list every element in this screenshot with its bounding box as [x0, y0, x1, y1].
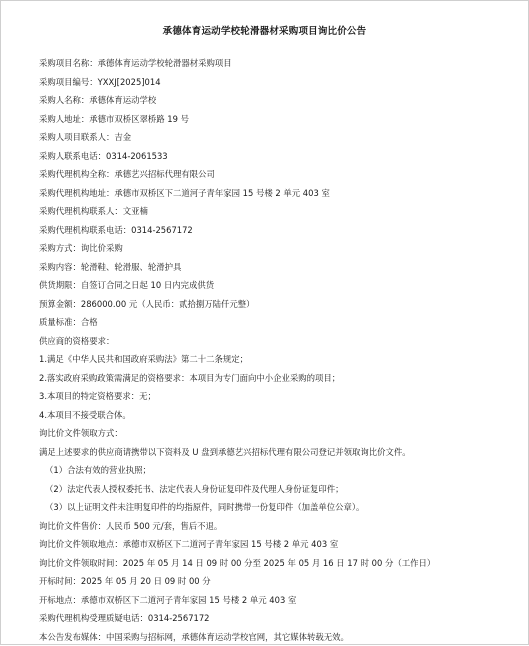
line-budget: 预算金额：286000.00 元（人民币：贰拾捌万陆仟元整）: [39, 295, 524, 314]
line-obtain-time: 询比价文件领取时间：2025 年 05 月 14 日 09 时 00 分至 2025 年 05 月 16 日 17 时 00 分（工作日）: [39, 554, 524, 573]
line-opening-time: 开标时间：2025 年 05 月 20 日 09 时 00 分: [39, 572, 524, 591]
line-doc-item-1: （1）合法有效的营业执照；: [39, 461, 524, 480]
line-qualification-1: 1.满足《中华人民共和国政府采购法》第二十二条规定；: [39, 350, 524, 369]
line-obtain-location: 询比价文件领取地点：承德市双桥区下二道河子青年家园 15 号楼 2 单元 403 室: [39, 535, 524, 554]
line-opening-location: 开标地点：承德市双桥区下二道河子青年家园 15 号楼 2 单元 403 室: [39, 591, 524, 610]
line-complaint-phone: 采购代理机构受理质疑电话：0314-2567172: [39, 609, 524, 628]
line-quality-standard: 质量标准：合格: [39, 313, 524, 332]
line-purchaser-phone: 采购人联系电话：0314-2061533: [39, 147, 524, 166]
line-agency-name: 采购代理机构全称：承德艺兴招标代理有限公司: [39, 165, 524, 184]
line-doc-item-3: （3）以上证明文件未注明复印件的均指原件，同时携带一份复印件（加盖单位公章）。: [39, 498, 524, 517]
line-agency-address: 采购代理机构地址：承德市双桥区下二道河子青年家园 15 号楼 2 单元 403 室: [39, 184, 524, 203]
document-title: 承德体育运动学校轮滑器材采购项目询比价公告: [0, 23, 529, 37]
line-publish-media: 本公告发布媒体：中国采购与招标网，承德体育运动学校官网，其它媒体转载无效。: [39, 628, 524, 646]
line-qualification-heading: 供应商的资格要求：: [39, 332, 524, 351]
line-procurement-content: 采购内容：轮滑鞋、轮滑服、轮滑护具: [39, 258, 524, 277]
line-obtain-method: 满足上述要求的供应商请携带以下资料及 U 盘到承德艺兴招标代理有限公司登记并领取询比价文件。: [39, 443, 524, 462]
line-purchaser-name: 采购人名称：承德体育运动学校: [39, 91, 524, 110]
line-agency-phone: 采购代理机构联系电话：0314-2567172: [39, 221, 524, 240]
line-purchaser-contact: 采购人项目联系人：吉金: [39, 128, 524, 147]
line-purchaser-address: 采购人地址：承德市双桥区翠桥路 19 号: [39, 110, 524, 129]
line-doc-item-2: （2）法定代表人授权委托书、法定代表人身份证复印件及代理人身份证复印件；: [39, 480, 524, 499]
line-project-name: 采购项目名称：承德体育运动学校轮滑器材采购项目: [39, 54, 524, 73]
line-obtain-method-heading: 询比价文件领取方式：: [39, 424, 524, 443]
line-qualification-3: 3.本项目的特定资格要求：无；: [39, 387, 524, 406]
line-procurement-method: 采购方式：询比价采购: [39, 239, 524, 258]
line-project-number: 采购项目编号：YXXJ[2025]014: [39, 73, 524, 92]
line-agency-contact: 采购代理机构联系人：文亚楠: [39, 202, 524, 221]
line-qualification-2: 2.落实政府采购政策需满足的资格要求：本项目为专门面向中小企业采购的项目；: [39, 369, 524, 388]
line-qualification-4: 4.本项目不接受联合体。: [39, 406, 524, 425]
line-delivery-period: 供货期限：自签订合同之日起 10 日内完成供货: [39, 276, 524, 295]
line-doc-price: 询比价文件售价：人民币 500 元/套，售后不退。: [39, 517, 524, 536]
document-body: [39, 54, 524, 646]
